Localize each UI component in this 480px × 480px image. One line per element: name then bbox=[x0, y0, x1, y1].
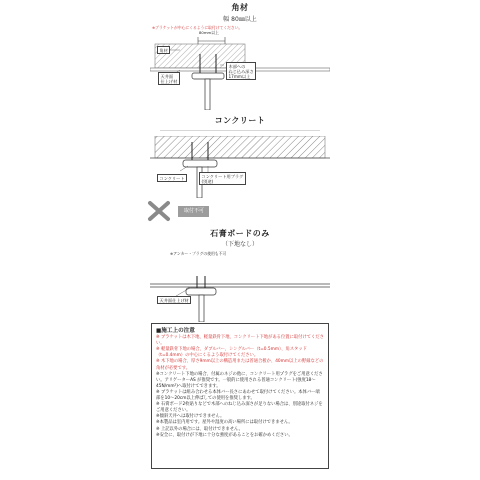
note-item: ※ 上記以外の場合には、取付けできません。 bbox=[156, 426, 243, 432]
note-item: ※ ブラケットは組み合わせる本体バー長さにあわせて取付けてください。本体バー端部を10～20cm以上伸ばしての使用を推奨します。 bbox=[156, 389, 320, 402]
note-item: ※傾斜天井へは取付けできません。 bbox=[156, 414, 225, 420]
note-item: ※ 軽量鉄骨下地の場合、ダブルバー、シングルバー（t=0.5mm）、角スタッド（t=0.4mm）の中心にくるよう取付けてください。 bbox=[156, 347, 307, 359]
note-item: ※本製品は室内用です。屋外や湿度の高い場所には取付けできません。 bbox=[156, 420, 293, 426]
square-timber-title: 角材 bbox=[231, 3, 249, 12]
note-item: ※ 木下地の場合、厚さ9mm以上の構造用または普通合板か、40mm以上の野縁などの角材が必要です。 bbox=[156, 359, 324, 371]
gypsum-note: ※アンカー・プラグの使用も不可 bbox=[170, 251, 227, 256]
square-timber-note: ※ブラケットが中心にくるように取付けてください。 bbox=[152, 25, 243, 30]
divider bbox=[160, 130, 320, 131]
concrete-label: コンクリート bbox=[157, 174, 187, 182]
concrete-plug-label: コンクリート用プラグ (別途) bbox=[199, 172, 246, 185]
note-item: ※コンクリート下地の場合、付属のネジの他に、コンクリート用プラグをご用意ください。アリゲーターAS が推奨です。一般的に使用される普通コンクリート(強度18～45N/mm²)へ取付けてできます。 bbox=[156, 371, 323, 389]
ceiling-finish-label: 天井面 仕上げ材 bbox=[158, 72, 180, 85]
not-installable-badge: 取付不可 bbox=[178, 206, 209, 217]
width-dimension: 80mm以上 bbox=[199, 30, 219, 35]
prohibited-x-icon bbox=[146, 200, 172, 222]
timber-label: 角材 bbox=[157, 46, 170, 54]
notes-heading: ■施工上の注意 bbox=[156, 328, 195, 334]
gypsum-ceiling-label: 天井面仕上げ材 bbox=[157, 296, 191, 304]
note-item: ※安全に、取付けが下地に十分な強度があることをお確かめください。 bbox=[156, 432, 293, 438]
note-item: ※ 石膏ボード2枚貼りなどで木部へのねじ込み深さが足りない場合は、別途取付ネジをご用意ください。 bbox=[156, 402, 323, 414]
gypsum-subtitle: （下地なし） bbox=[221, 241, 258, 248]
concrete-diagram bbox=[150, 136, 330, 198]
screw-depth-label: 木部への ねじ込み深さ 17mm以上 bbox=[226, 62, 256, 80]
note-item: ※ ブラケットは木下地、軽量鉄骨下地、コンクリート下地がある位置に取付けてください。 bbox=[156, 335, 324, 347]
square-timber-subtitle: 幅 80㎜以上 bbox=[223, 16, 257, 23]
concrete-title: コンクリート bbox=[214, 116, 266, 125]
gypsum-title: 石膏ボードのみ bbox=[210, 229, 270, 238]
installation-notes bbox=[151, 323, 329, 469]
